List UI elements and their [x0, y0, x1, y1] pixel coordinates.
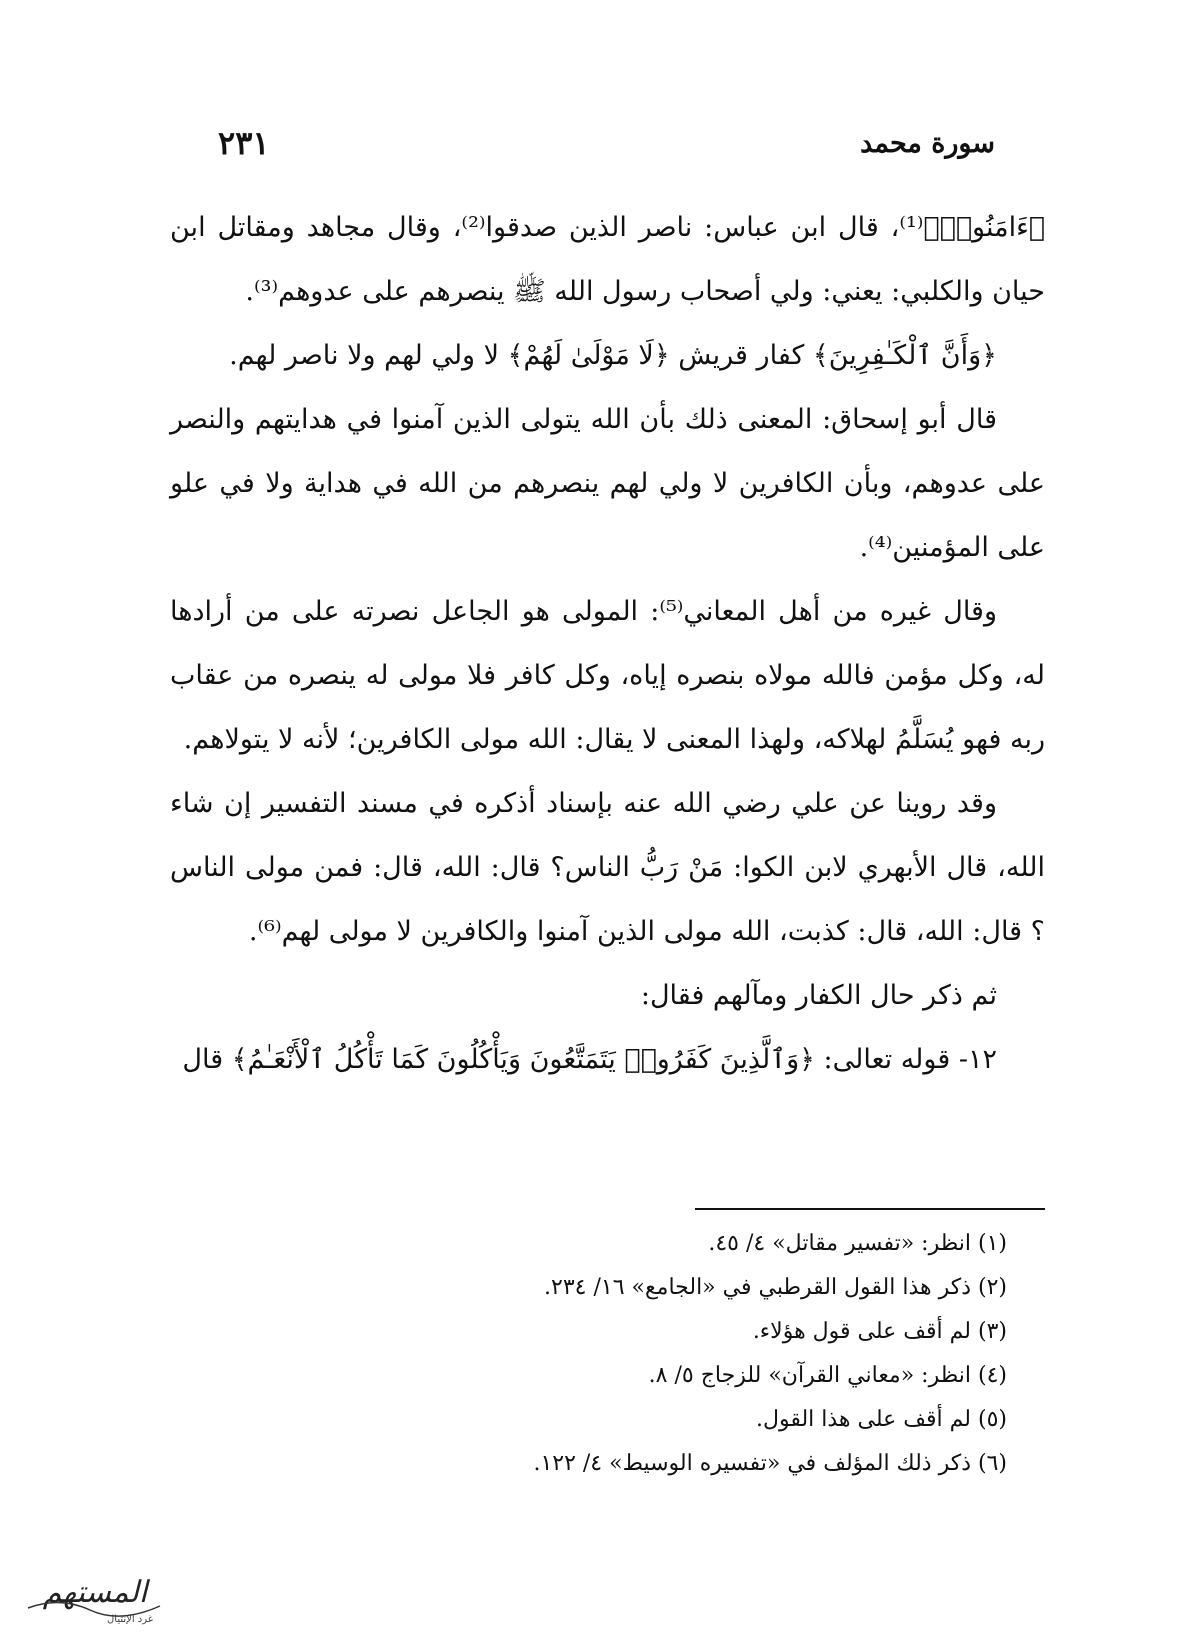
logo-subtext: غرد الإنتيال [107, 1614, 153, 1625]
main-text [170, 196, 1045, 1092]
footnotes [187, 1222, 1007, 1486]
paragraph-4: وقال غيره من أهل المعاني⁽⁵⁾: المولى هو الجاعل نصرته على من أرادها له، وكل مؤمن فالله مولاه بنصره إياه، وكل كافر فلا مولى له ينصره من عقاب ربه فهو يُسَلَّمُ لهلاكه، ولهذا المعنى لا يقال: الله مولى الكافرين؛ لأنه لا يتولاهم. [170, 596, 1045, 755]
paragraph-1: ﴿ءَامَنُوا۟﴾⁽¹⁾، قال ابن عباس: ناصر الذين صدقوا⁽²⁾، وقال مجاهد ومقاتل ابن حيان والكلبي: يعني: ولي أصحاب رسول الله ﷺ ينصرهم على عدوهم⁽³⁾. [170, 212, 1045, 307]
footnote-divider [695, 1208, 1045, 1210]
footnote-3: (٣) لم أقف على قول هؤلاء. [752, 1319, 1007, 1344]
paragraph-3: قال أبو إسحاق: المعنى ذلك بأن الله يتولى الذين آمنوا في هدايتهم والنصر على عدوهم، وبأن الكافرين لا ولي لهم ينصرهم من الله في هداية ولا في علو على المؤمنين⁽⁴⁾. [170, 404, 1045, 563]
footnote-2: (٢) ذكر هذا القول القرطبي في «الجامع» ١٦/ ٢٣٤. [544, 1275, 1007, 1300]
paragraph-7: ١٢- قوله تعالى: ﴿وَٱلَّذِينَ كَفَرُوا۟ يَتَمَتَّعُونَ وَيَأْكُلُونَ كَمَا تَأْكُلُ ٱلْأَنْعَـٰمُ﴾ قال [182, 1044, 997, 1075]
footnote-5: (٥) لم أقف على هذا القول. [755, 1407, 1007, 1432]
surah-title: سورة محمد [860, 128, 995, 159]
page-number: ٢٣١ [218, 124, 270, 162]
publisher-logo-icon [20, 1566, 170, 1628]
paragraph-5: وقد روينا عن علي رضي الله عنه بإسناد أذكره في مسند التفسير إن شاء الله، قال الأبهري لابن الكوا: مَنْ رَبُّ الناس؟ قال: الله، قال: فمن مولى الناس ؟ قال: الله، قال: كذبت، الله مولى الذين آمنوا والكافرين لا مولى لهم⁽⁶⁾. [170, 788, 1045, 947]
footnote-1: (١) انظر: «تفسير مقاتل» ٤/ ٤٥. [708, 1231, 1007, 1256]
logo-text: المستهم [42, 1575, 148, 1610]
paragraph-6: ثم ذكر حال الكفار ومآلهم فقال: [640, 980, 997, 1011]
paragraph-2: ﴿وَأَنَّ ٱلْكَـٰفِرِينَ﴾ كفار قريش ﴿لَا مَوْلَىٰ لَهُمْ﴾ لا ولي لهم ولا ناصر لهم. [229, 340, 997, 371]
footnote-4: (٤) انظر: «معاني القرآن» للزجاج ٥/ ٨. [648, 1363, 1007, 1388]
footnote-6: (٦) ذكر ذلك المؤلف في «تفسيره الوسيط» ٤/ ١٢٢. [533, 1451, 1007, 1476]
